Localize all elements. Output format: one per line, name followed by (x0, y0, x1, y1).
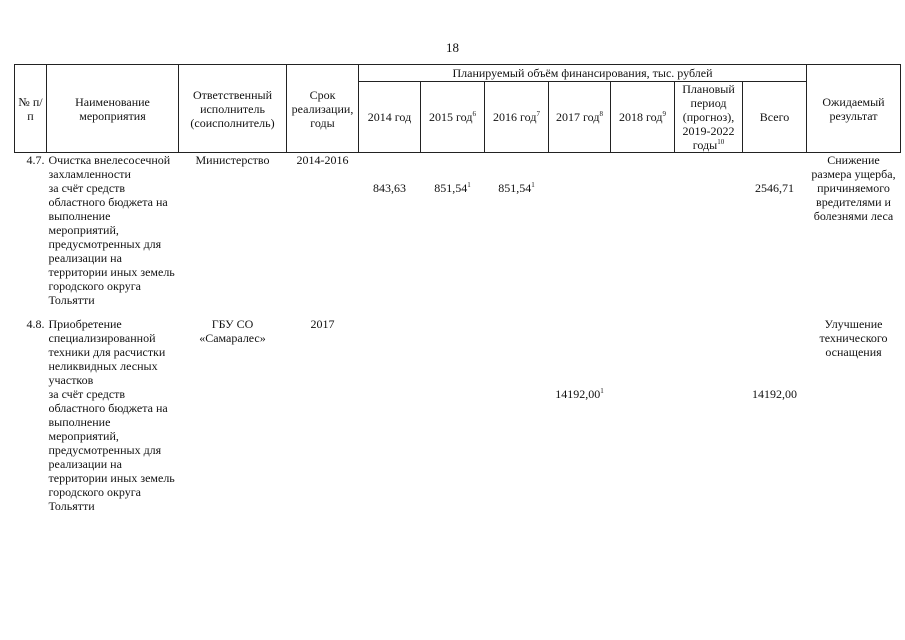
row-number: 4.8. (26, 317, 45, 331)
value-plan (675, 181, 743, 307)
row-name: Очистка внелесосечной захламленности (48, 153, 171, 181)
row-result: Снижение размера ущерба, причиняемого вредителями и болезнями леса (811, 153, 896, 223)
funding-plan-table (14, 64, 901, 513)
header-plan-period: Плановый период (прогноз), 2019-2022 годы$^{10}$ (675, 82, 743, 153)
row-sub-name: за счёт средств областного бюджета на выполнение мероприятий, предусмотренных для реализации на территории иных земель городского округа Тольятти (48, 387, 175, 513)
value-2016: 851,54$^1$ (498, 181, 535, 195)
table-row (15, 307, 901, 387)
header-2017: 2017 год$^8$ (549, 82, 611, 153)
row-responsible: ГБУ СО «Самаралес» (199, 317, 266, 345)
header-2018: 2018 год$^9$ (611, 82, 675, 153)
header-result: Ожидаемый результат (807, 65, 901, 153)
table-row (15, 153, 901, 182)
value-total: 14192,00 (752, 387, 797, 401)
row-name: Приобретение специализированной техники для расчистки неликвидных лесных участков (48, 317, 166, 387)
value-plan (675, 387, 743, 513)
page-number: 18 (446, 40, 459, 55)
row-term: 2014-2016 (296, 153, 349, 167)
value-2018 (611, 181, 675, 307)
row-responsible: Министерство (195, 153, 270, 167)
header-2016: 2016 год$^7$ (485, 82, 549, 153)
value-2015: 851,54$^1$ (434, 181, 471, 195)
value-2014: 843,63 (373, 181, 406, 195)
header-name: Наименование мероприятия (47, 65, 179, 153)
value-2017: 14192,00$^1$ (555, 387, 604, 401)
row-number: 4.7. (26, 153, 45, 167)
header-funding-group: Планируемый объём финансирования, тыс. рублей (359, 65, 807, 82)
header-2014: 2014 год (359, 82, 421, 153)
header-responsible: Ответственный исполнитель (соисполнитель) (179, 65, 287, 153)
value-total: 2546,71 (755, 181, 794, 195)
row-term: 2017 (310, 317, 335, 331)
value-2017 (549, 181, 611, 307)
header-total: Всего (743, 82, 807, 153)
table-row (15, 181, 901, 307)
value-2014 (359, 387, 421, 513)
value-2016 (485, 387, 549, 513)
row-sub-name: за счёт средств областного бюджета на выполнение мероприятий, предусмотренных для реализации на территории иных земель городского округа Тольятти (48, 181, 175, 307)
value-2015 (421, 387, 485, 513)
row-result: Улучшение технического оснащения (819, 317, 888, 359)
header-2015: 2015 год$^6$ (421, 82, 485, 153)
header-term: Срок реализации, годы (287, 65, 359, 153)
header-no: № п/п (15, 65, 47, 153)
value-2018 (611, 387, 675, 513)
table-row (15, 387, 901, 513)
